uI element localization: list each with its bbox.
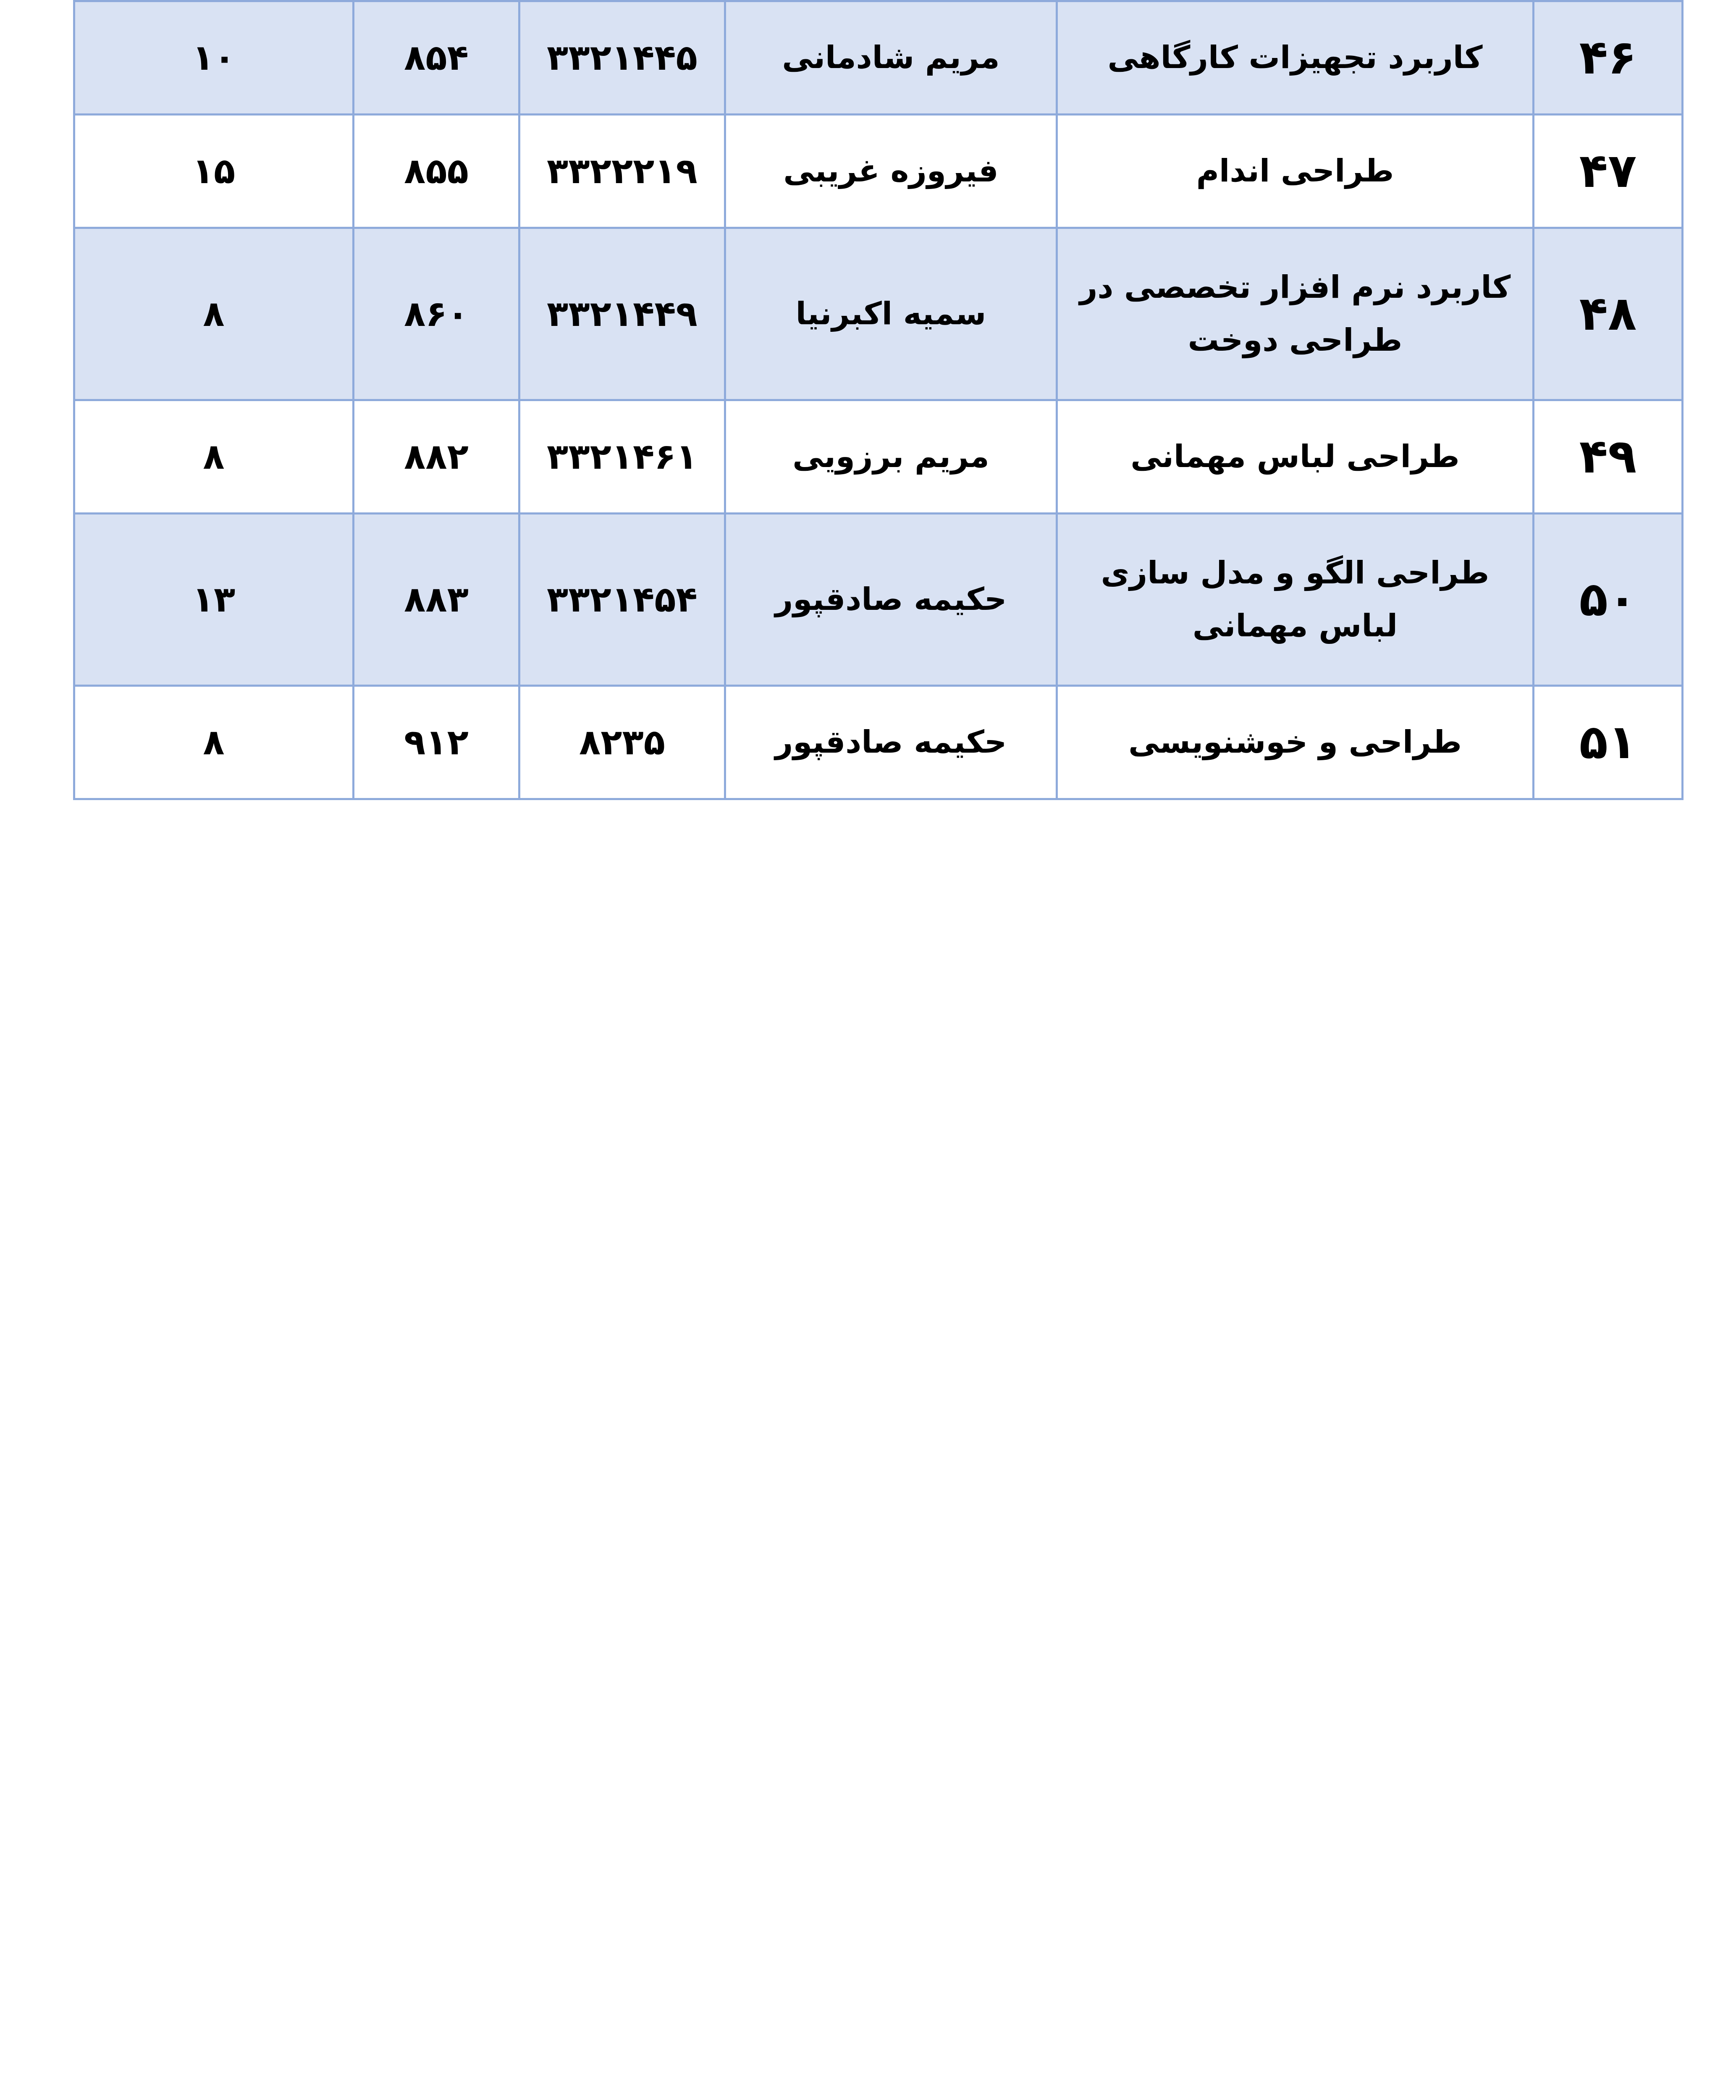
group-code-cell: ۸۶۰ bbox=[354, 228, 519, 400]
group-code-cell: ۸۸۳ bbox=[354, 514, 519, 686]
count-cell: ۸ bbox=[74, 686, 354, 799]
course-title-cell: طراحی الگو و مدل سازی لباس مهمانی bbox=[1057, 514, 1534, 686]
instructor-cell: مریم شادمانی bbox=[725, 1, 1057, 115]
table-row bbox=[74, 514, 1683, 686]
course-code-cell: ۳۳۲۱۴۴۵ bbox=[519, 1, 725, 115]
course-title-cell: طراحی لباس مهمانی bbox=[1057, 400, 1534, 514]
course-table bbox=[73, 0, 1684, 800]
count-cell: ۱۰ bbox=[74, 1, 354, 115]
group-code-cell: ۸۸۲ bbox=[354, 400, 519, 514]
table-row bbox=[74, 686, 1683, 799]
instructor-cell: فیروزه غریبی bbox=[725, 115, 1057, 228]
row-number-cell: ۴۸ bbox=[1534, 228, 1683, 400]
row-number-cell: ۴۹ bbox=[1534, 400, 1683, 514]
instructor-cell: سمیه اکبرنیا bbox=[725, 228, 1057, 400]
row-number-cell: ۵۱ bbox=[1534, 686, 1683, 799]
course-title-cell: کاربرد تجهیزات کارگاهی bbox=[1057, 1, 1534, 115]
course-code-cell: ۳۳۲۱۴۴۹ bbox=[519, 228, 725, 400]
table-row bbox=[74, 115, 1683, 228]
count-cell: ۸ bbox=[74, 228, 354, 400]
course-code-cell: ۳۳۲۲۲۱۹ bbox=[519, 115, 725, 228]
group-code-cell: ۹۱۲ bbox=[354, 686, 519, 799]
course-title-cell: کاربرد نرم افزار تخصصی در طراحی دوخت bbox=[1057, 228, 1534, 400]
instructor-cell: حکیمه صادقپور bbox=[725, 686, 1057, 799]
table-row bbox=[74, 400, 1683, 514]
instructor-cell: حکیمه صادقپور bbox=[725, 514, 1057, 686]
course-title-cell: طراحی اندام bbox=[1057, 115, 1534, 228]
course-code-cell: ۳۳۲۱۴۵۴ bbox=[519, 514, 725, 686]
row-number-cell: ۴۶ bbox=[1534, 1, 1683, 115]
count-cell: ۸ bbox=[74, 400, 354, 514]
course-code-cell: ۳۳۲۱۴۶۱ bbox=[519, 400, 725, 514]
course-code-cell: ۸۲۳۵ bbox=[519, 686, 725, 799]
group-code-cell: ۸۵۵ bbox=[354, 115, 519, 228]
group-code-cell: ۸۵۴ bbox=[354, 1, 519, 115]
table-row bbox=[74, 228, 1683, 400]
row-number-cell: ۵۰ bbox=[1534, 514, 1683, 686]
count-cell: ۱۵ bbox=[74, 115, 354, 228]
table-row bbox=[74, 1, 1683, 115]
instructor-cell: مریم برزویی bbox=[725, 400, 1057, 514]
count-cell: ۱۳ bbox=[74, 514, 354, 686]
course-title-cell: طراحی و خوشنویسی bbox=[1057, 686, 1534, 799]
row-number-cell: ۴۷ bbox=[1534, 115, 1683, 228]
